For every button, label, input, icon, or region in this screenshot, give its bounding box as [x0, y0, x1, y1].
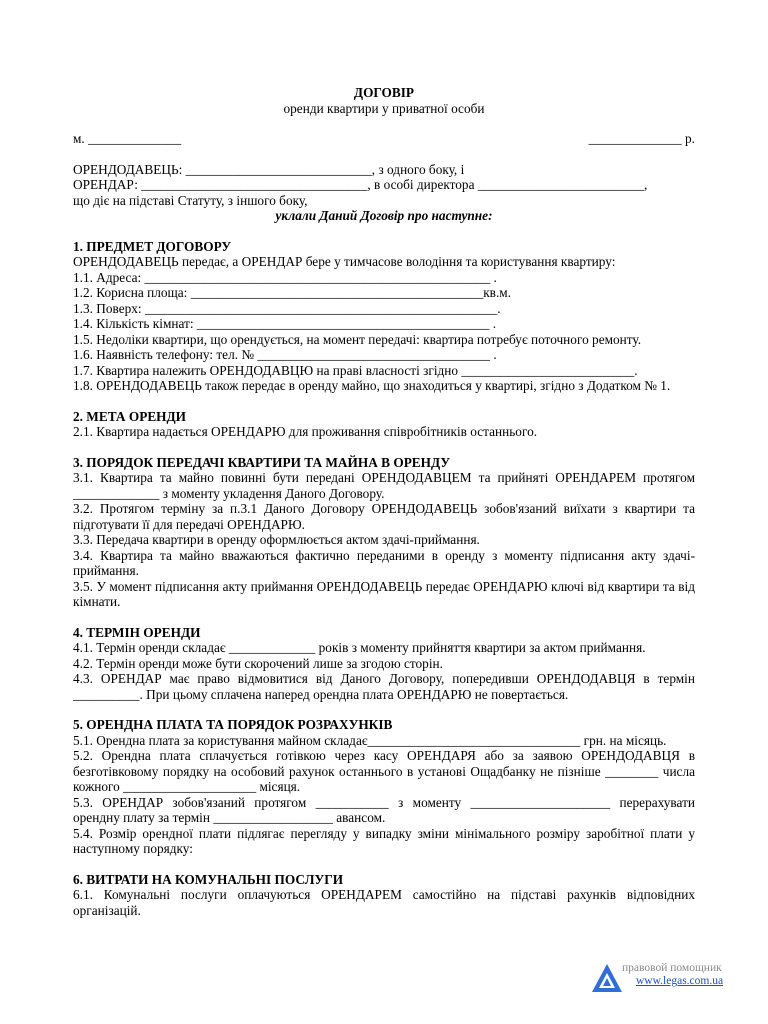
document-subtitle: оренди квартири у приватної особи: [283, 100, 485, 116]
clause-paragraph: 3.1. Квартира та майно повинні бути передані ОРЕНДОДАВЦЕМ та прийняті ОРЕНДАРЕМ протягом _____________ з моменту укладення Даного Договору.: [73, 470, 695, 501]
section-title: 2. МЕТА ОРЕНДИ: [73, 408, 187, 424]
clause-paragraph: ОРЕНДОДАВЕЦЬ передає, а ОРЕНДАР бере у тимчасове володіння та користування квартиру:: [73, 254, 616, 269]
clause-paragraph: 3.5. У момент підписання акту приймання ОРЕНДОДАВЕЦЬ передає ОРЕНДАРЮ ключі від квартири та від кімнати.: [73, 578, 695, 609]
contract-section: [73, 872, 695, 919]
logo-link[interactable]: www.legas.com.ua: [636, 975, 724, 987]
clause-paragraph: 1.2. Корисна площа: ____________________________________________кв.м.: [73, 285, 512, 300]
clause-paragraph: 1.7. Квартира належить ОРЕНДОДАВЦЮ на праві власності згідно __________________________.: [73, 362, 638, 378]
contract-sections: [73, 239, 695, 919]
clause-paragraph: 5.1. Орендна плата за користування майном складає________________________________ грн. на місяць.: [73, 732, 667, 748]
clause-paragraph: 5.4. Розмір орендної плати підлягає перегляду у випадку зміни мінімального розміру заробітної плати у наступному порядку:: [73, 825, 695, 856]
clause-paragraph: 1.3. Поверх: _____________________________________________________.: [73, 300, 501, 316]
document-title: ДОГОВІР: [353, 85, 415, 100]
landlord-line: ОРЕНДОДАВЕЦЬ: ____________________________, з одного боку, і: [73, 161, 465, 177]
city-field: м. ______________: [73, 131, 182, 146]
parties-block: [73, 162, 695, 224]
section-title: 6. ВИТРАТИ НА КОМУНАЛЬНІ ПОСЛУГИ: [73, 871, 344, 887]
section-title: 3. ПОРЯДОК ПЕРЕДАЧІ КВАРТИРИ ТА МАЙНА В ОРЕНДУ: [73, 454, 451, 470]
clause-paragraph: 3.2. Протягом терміну за п.3.1 Даного Договору ОРЕНДОДАВЕЦЬ зобов'язаний виїхати з квартири та підготувати її для передачі ОРЕНДАРЮ.: [73, 501, 695, 532]
section-title: 5. ОРЕНДНА ПЛАТА ТА ПОРЯДОК РОЗРАХУНКІВ: [73, 717, 393, 732]
logo-tagline: правовой помощник: [622, 962, 722, 974]
section-title: 1. ПРЕДМЕТ ДОГОВОРУ: [73, 238, 232, 254]
place-date-line: [73, 131, 695, 147]
contract-section: [73, 239, 695, 394]
legas-logo[interactable]: [591, 960, 731, 994]
clause-paragraph: 1.6. Наявність телефону: тел. № ___________________________________ .: [73, 347, 497, 362]
clause-paragraph: 1.1. Адреса: ____________________________________________________ .: [73, 269, 497, 285]
clause-paragraph: 5.3. ОРЕНДАР зобов'язаний протягом ___________ з моменту _____________________ перерахувати орендну плату за термін __________________ авансом.: [73, 794, 695, 825]
contract-section: [73, 625, 695, 703]
date-field: ______________ р.: [588, 131, 695, 146]
contract-page: [73, 85, 695, 918]
clause-paragraph: 6.1. Комунальні послуги оплачуються ОРЕНДАРЕМ самостійно на підставі рахунків відповідних організацій.: [73, 887, 695, 918]
clause-paragraph: 3.4. Квартира та майно вважаються фактично переданими в оренду з моменту підписання акту здачі-приймання.: [73, 547, 695, 578]
clause-paragraph: 1.8. ОРЕНДОДАВЕЦЬ також передає в оренду майно, що знаходиться у квартирі, згідно з Додатком № 1.: [73, 378, 671, 393]
agreement-line: уклали Даний Договір про наступне:: [275, 208, 493, 223]
contract-section: [73, 409, 695, 440]
clause-paragraph: 4.3. ОРЕНДАР має право відмовитися від Даного Договору, попередивши ОРЕНДОДАВЦЯ в термін __________. При цьому сплачена наперед орендна плата ОРЕНДАРЮ не повертається.: [73, 671, 695, 702]
clause-paragraph: 1.4. Кількість кімнат: ____________________________________________ .: [73, 316, 497, 331]
triangle-logo-icon: [591, 962, 623, 994]
section-title: 4. ТЕРМІН ОРЕНДИ: [73, 624, 201, 640]
tenant-line: ОРЕНДАР: __________________________________, в особі директора _________________________,: [73, 177, 648, 192]
contract-section: [73, 455, 695, 610]
clause-paragraph: 4.1. Термін оренди складає _____________ років з моменту прийняття квартири за актом приймання.: [73, 640, 646, 655]
clause-paragraph: 1.5. Недоліки квартири, що орендується, на момент передачі: квартира потребує поточного ремонту.: [73, 331, 642, 347]
clause-paragraph: 3.3. Передача квартири в оренду оформлюється актом здачі-приймання.: [73, 532, 480, 547]
contract-section: [73, 717, 695, 857]
clause-paragraph: 4.2. Термін оренди може бути скорочений лише за згодою сторін.: [73, 655, 443, 671]
clause-paragraph: 5.2. Орендна плата сплачується готівкою через касу ОРЕНДАРЯ або за заявою ОРЕНДОДАВЦЯ в безготівковому порядку на особовий рахунок останнього в установі Ощадбанку не пізніше ________ числа кожного ____________________ місяця.: [73, 748, 695, 794]
basis-line: що діє на підставі Статуту, з іншого боку,: [73, 192, 308, 208]
clause-paragraph: 2.1. Квартира надається ОРЕНДАРЮ для проживання співробітників останнього.: [73, 424, 538, 439]
